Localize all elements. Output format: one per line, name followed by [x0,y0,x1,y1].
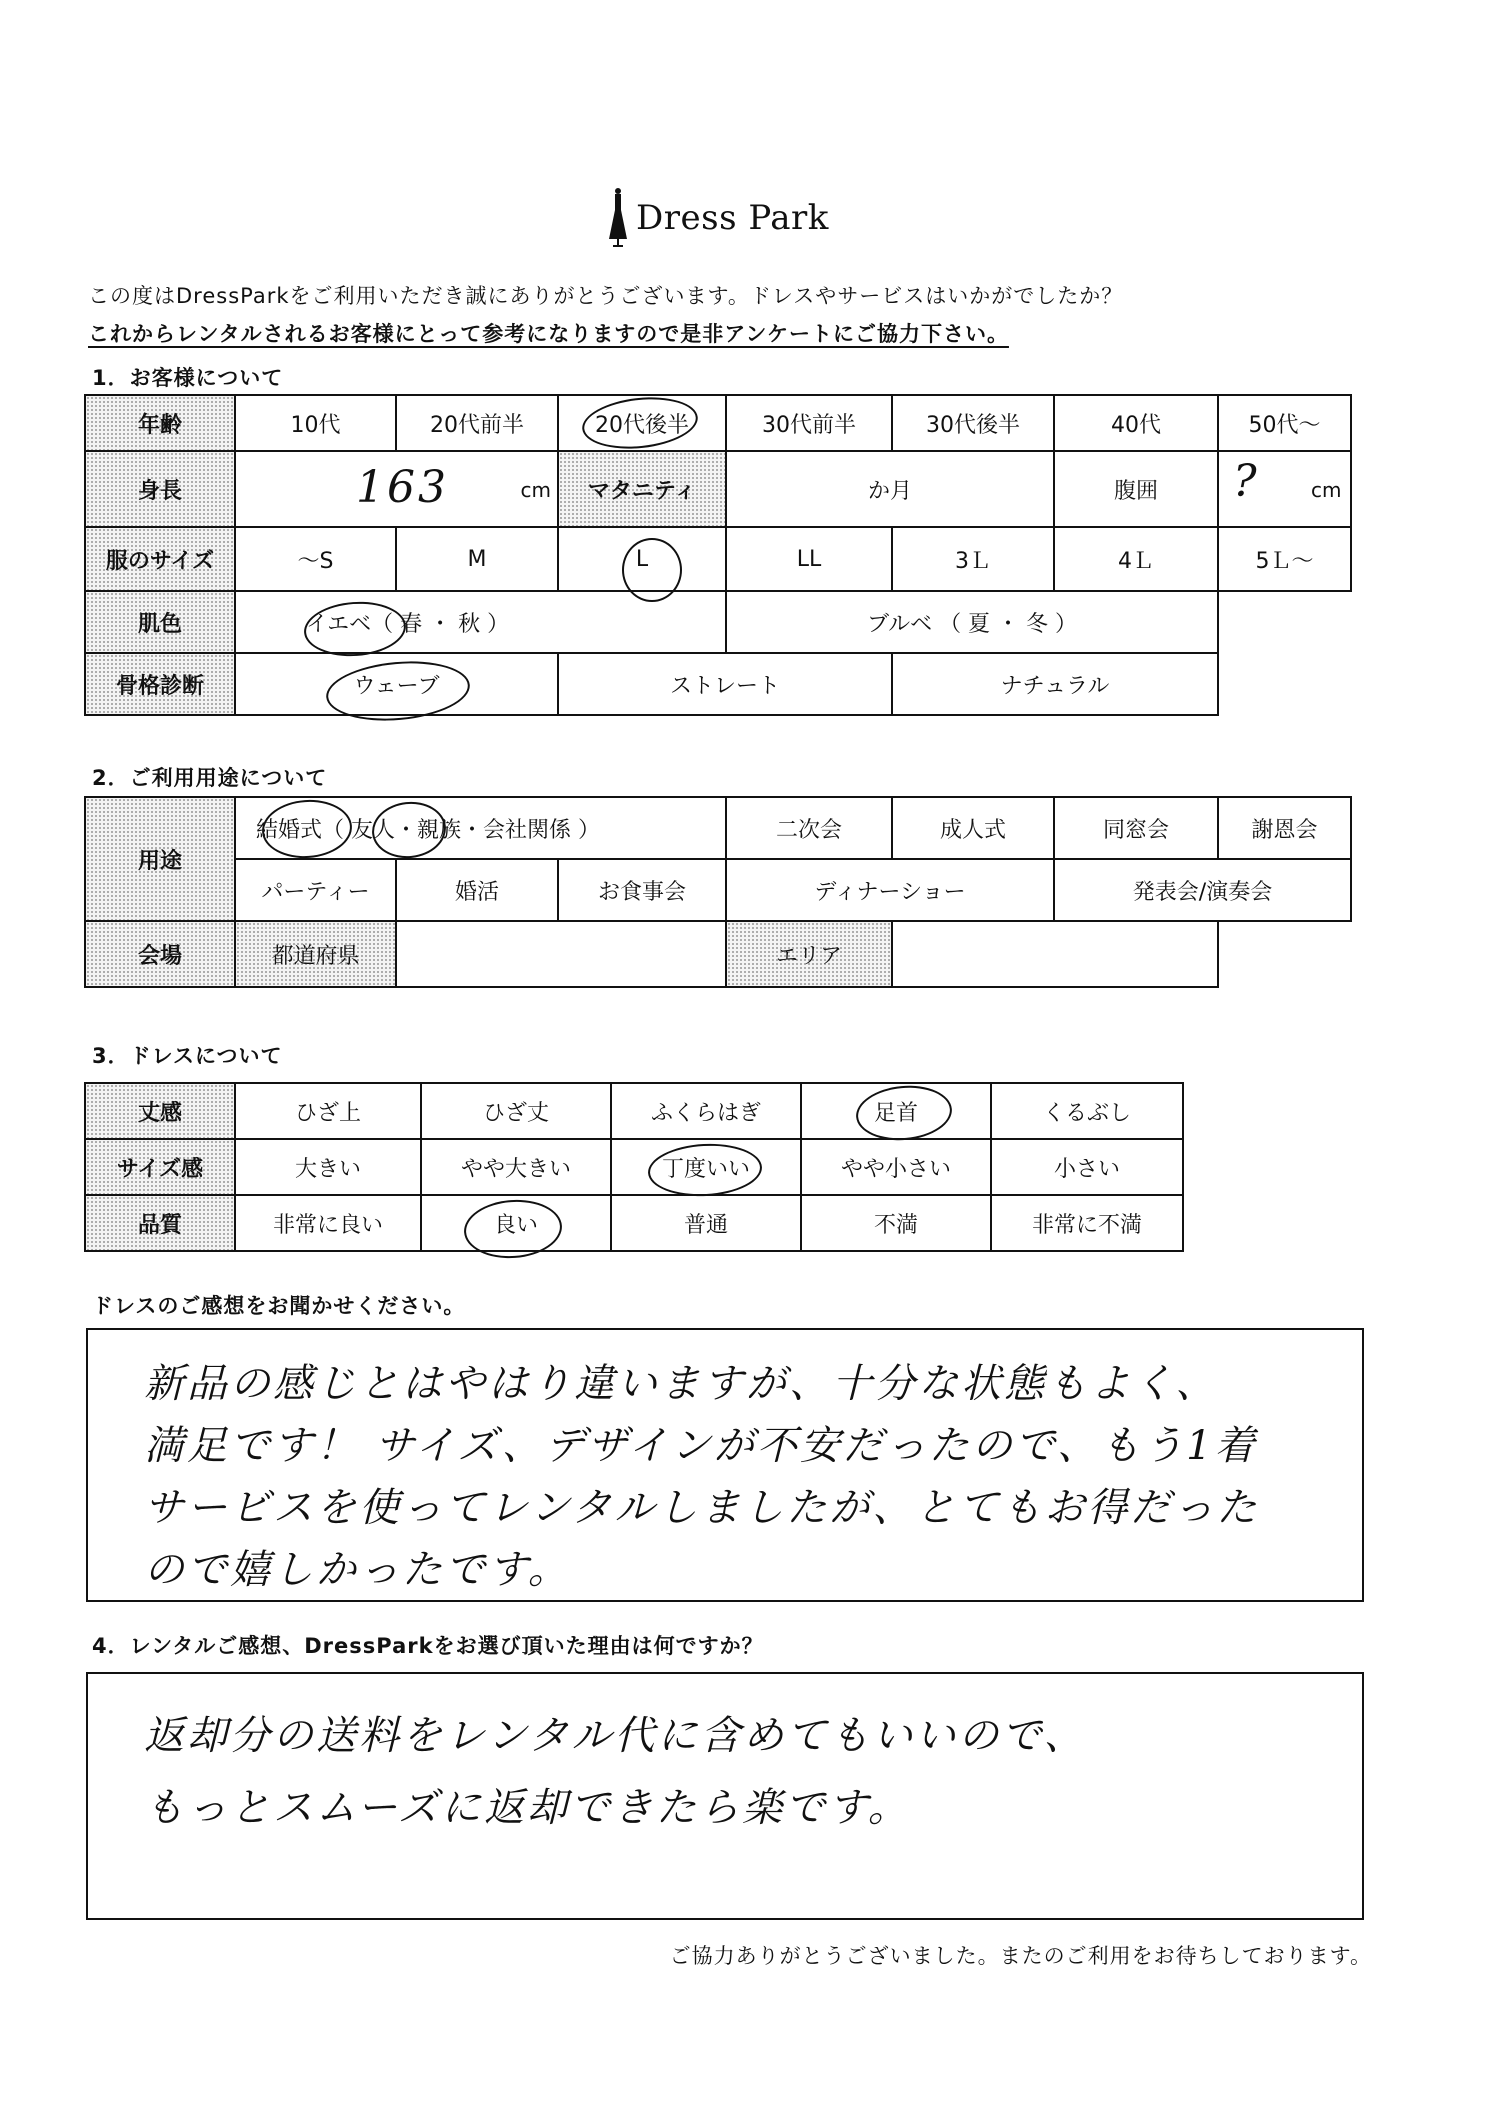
comment-line: 新品の感じとはやはり違いますが、十分な状態もよく、 [144,1361,1219,1407]
length-option[interactable]: くるぶし [991,1083,1183,1139]
empty-cell [1218,921,1351,987]
fit-row [85,1139,1183,1195]
section3-title: 3．ドレスについて [92,1044,283,1068]
venue-row [85,921,1351,987]
fit-option[interactable]: 小さい [991,1139,1183,1195]
length-option-selected[interactable]: 足首 [801,1083,991,1139]
age-option[interactable]: 20代前半 [396,395,558,451]
logo-text: Dress Park [636,198,829,238]
height-value-cell[interactable] [235,451,558,527]
size-option[interactable]: 4Ｌ [1054,527,1218,591]
usage-wedding-option[interactable]: 結婚式（ 友人・親族・会社関係 ） [235,797,726,859]
comments-box[interactable] [86,1328,1364,1602]
prefecture-label: 都道府県 [235,921,396,987]
thanks-message: ご協力ありがとうございました。またのご利用をお待ちしております。 [669,1944,1372,1968]
height-unit: cm [520,478,551,502]
section4-title: 4．レンタルご感想、DressParkをお選び頂いた理由は何ですか？ [92,1634,764,1658]
size-option[interactable]: 3Ｌ [892,527,1054,591]
usage-label: 用途 [85,797,235,921]
intro-line-1: この度はDressParkをご利用いただき誠にありがとうございます。ドレスやサービスはいかがでしたか？ [88,284,1124,308]
maternity-label: マタニティ [558,451,726,527]
usage-option[interactable]: 発表会/演奏会 [1054,859,1351,921]
height-label: 身長 [85,451,235,527]
size-option[interactable]: M [396,527,558,591]
length-label: 丈感 [85,1083,235,1139]
usage-option[interactable]: 成人式 [892,797,1054,859]
comment-line: ので嬉しかったです。 [144,1547,571,1593]
frame-option-selected[interactable]: ウェーブ [235,653,558,715]
section2-title: 2．ご利用用途について [92,766,328,790]
skin-yellow-option[interactable]: イエベ（ 春 ・ 秋 ） [235,591,726,653]
section1-title: 1．お客様について [92,366,284,390]
waist-unit: cm [1311,478,1342,502]
months-label: か月 [867,478,912,504]
intro-line-2: これからレンタルされるお客様にとって参考になりますので是非アンケートにご協力下さい。 [88,322,1009,346]
height-value: 163 [356,462,449,513]
usage-option[interactable]: 婚活 [396,859,558,921]
quality-row [85,1195,1183,1251]
frame-row [85,653,1351,715]
comment-line: サービスを使ってレンタルしましたが、とてもお得だった [144,1485,1260,1531]
fit-option[interactable]: やや小さい [801,1139,991,1195]
length-row [85,1083,1183,1139]
dress-table [84,1082,1184,1252]
skin-row [85,591,1351,653]
reason-line: 返却分の送料をレンタル代に含めてもいいので、 [144,1713,1087,1759]
area-label: エリア [726,921,892,987]
quality-option-selected[interactable]: 良い [421,1195,611,1251]
quality-option[interactable]: 普通 [611,1195,801,1251]
waist-label: 腹囲 [1054,451,1218,527]
quality-option[interactable]: 非常に不満 [991,1195,1183,1251]
age-option[interactable]: 10代 [235,395,396,451]
usage-table [84,796,1352,988]
age-option[interactable]: 30代後半 [892,395,1054,451]
fit-option[interactable]: 大きい [235,1139,421,1195]
fit-option-selected[interactable]: 丁度いい [611,1139,801,1195]
waist-value: ? [1233,456,1260,507]
empty-cell [1218,591,1351,653]
length-option[interactable]: ふくらはぎ [611,1083,801,1139]
size-row [85,527,1351,591]
fit-option[interactable]: やや大きい [421,1139,611,1195]
usage-option[interactable]: パーティー [235,859,396,921]
age-label: 年齢 [85,395,235,451]
size-option[interactable]: LL [726,527,892,591]
dress-icon [608,187,628,249]
height-row [85,451,1351,527]
size-option[interactable]: 5Ｌ～ [1218,527,1351,591]
usage-option[interactable]: 謝恩会 [1218,797,1351,859]
area-input[interactable] [892,921,1218,987]
quality-option[interactable]: 非常に良い [235,1195,421,1251]
frame-label: 骨格診断 [85,653,235,715]
quality-option[interactable]: 不満 [801,1195,991,1251]
quality-label: 品質 [85,1195,235,1251]
comment-line: 満足です！ サイズ、デザインが不安だったので、もう1着 [144,1423,1258,1469]
usage-option[interactable]: お食事会 [558,859,726,921]
customer-table [84,394,1352,716]
empty-cell [1218,653,1351,715]
usage-option[interactable]: 同窓会 [1054,797,1218,859]
dresspark-logo [608,182,829,254]
size-option[interactable]: ～S [235,527,396,591]
waist-value-cell[interactable] [1218,451,1351,527]
size-option-selected[interactable]: L [558,527,726,591]
skin-label: 肌色 [85,591,235,653]
length-option[interactable]: ひざ丈 [421,1083,611,1139]
age-option[interactable]: 40代 [1054,395,1218,451]
age-option-selected[interactable]: 20代後半 [558,395,726,451]
age-option[interactable]: 30代前半 [726,395,892,451]
length-option[interactable]: ひざ上 [235,1083,421,1139]
fit-label: サイズ感 [85,1139,235,1195]
prefecture-input[interactable] [396,921,726,987]
venue-label: 会場 [85,921,235,987]
months-cell[interactable] [726,451,1054,527]
usage-option[interactable]: ディナーショー [726,859,1054,921]
comments-title: ドレスのご感想をお聞かせください。 [92,1294,466,1318]
age-row [85,395,1351,451]
reason-box[interactable] [86,1672,1364,1920]
frame-option[interactable]: ストレート [558,653,892,715]
usage-option[interactable]: 二次会 [726,797,892,859]
size-label: 服のサイズ [85,527,235,591]
skin-blue-option[interactable]: ブルベ （ 夏 ・ 冬 ） [726,591,1218,653]
reason-line: もっとスムーズに返却できたら楽です。 [144,1785,911,1831]
frame-option[interactable]: ナチュラル [892,653,1218,715]
age-option[interactable]: 50代～ [1218,395,1351,451]
